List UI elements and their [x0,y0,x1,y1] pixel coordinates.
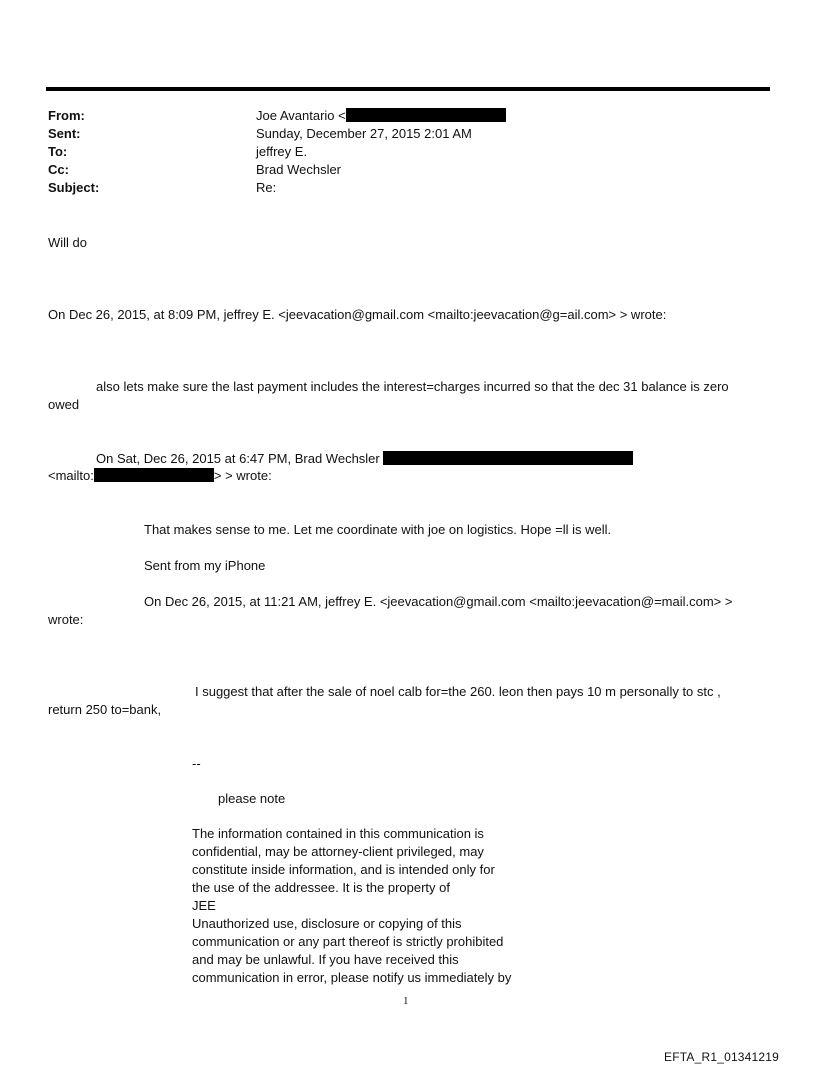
quote1-line1: also lets make sure the last payment includes the interest=charges incurred so that the dec 31 balance is zero [96,379,729,394]
disclaimer-line: JEE [192,898,216,913]
to-label: To: [48,144,68,159]
reply-text: Will do [48,235,88,250]
quote2-header-line1: On Sat, Dec 26, 2015 at 6:47 PM, Brad Wechsler [96,450,633,468]
quote1-line2: owed [48,397,80,412]
cc-label: Cc: [48,162,69,177]
disclaimer-line: Unauthorized use, disclosure or copying of this [192,916,462,931]
document-id: EFTA_R1_01341219 [664,1050,780,1064]
please-note: please note [218,791,286,806]
disclaimer-line: communication or any part thereof is strictly prohibited [192,934,504,949]
quote3-header-line2: wrote: [48,612,84,627]
cc-value: Brad Wechsler [256,162,342,177]
page-number: 1 [403,995,409,1007]
to-value: jeffrey E. [256,144,308,159]
quote1-header: On Dec 26, 2015, at 8:09 PM, jeffrey E. <jeevacation@gmail.com <mailto:jeevacation@g=ail.com> > wrote: [48,307,667,322]
sent-value: Sunday, December 27, 2015 2:01 AM [256,126,472,141]
disclaimer-line: constitute inside information, and is intended only for [192,862,495,877]
quote3-header-line1: On Dec 26, 2015, at 11:21 AM, jeffrey E. <jeevacation@gmail.com <mailto:jeevacation@=mail.com> > [144,594,733,609]
disclaimer-line: the use of the addressee. It is the property of [192,880,450,895]
redaction-box [94,468,214,482]
disclaimer-line: The information contained in this communication is [192,826,484,841]
quote2-signature: Sent from my iPhone [144,558,266,573]
disclaimer-line: communication in error, please notify us immediately by [192,970,512,985]
subject-label: Subject: [48,180,100,195]
redaction-box [346,108,506,122]
header-rule [46,87,770,91]
redaction-box [383,451,633,465]
quote3-line1: I suggest that after the sale of noel calb for=the 260. leon then pays 10 m personally to stc , [195,684,721,699]
sent-label: Sent: [48,126,81,141]
signature-separator: -- [192,756,201,771]
quote2-text: That makes sense to me. Let me coordinate with joe on logistics. Hope =ll is well. [144,522,612,537]
from-value: Joe Avantario < [256,107,506,125]
quote3-line2: return 250 to=bank, [48,702,162,717]
subject-value: Re: [256,180,277,195]
disclaimer-line: confidential, may be attorney-client privileged, may [192,844,484,859]
from-label: From: [48,108,85,123]
disclaimer-line: and may be unlawful. If you have received this [192,952,459,967]
quote2-header-line2: <mailto: > > wrote: [48,468,272,483]
